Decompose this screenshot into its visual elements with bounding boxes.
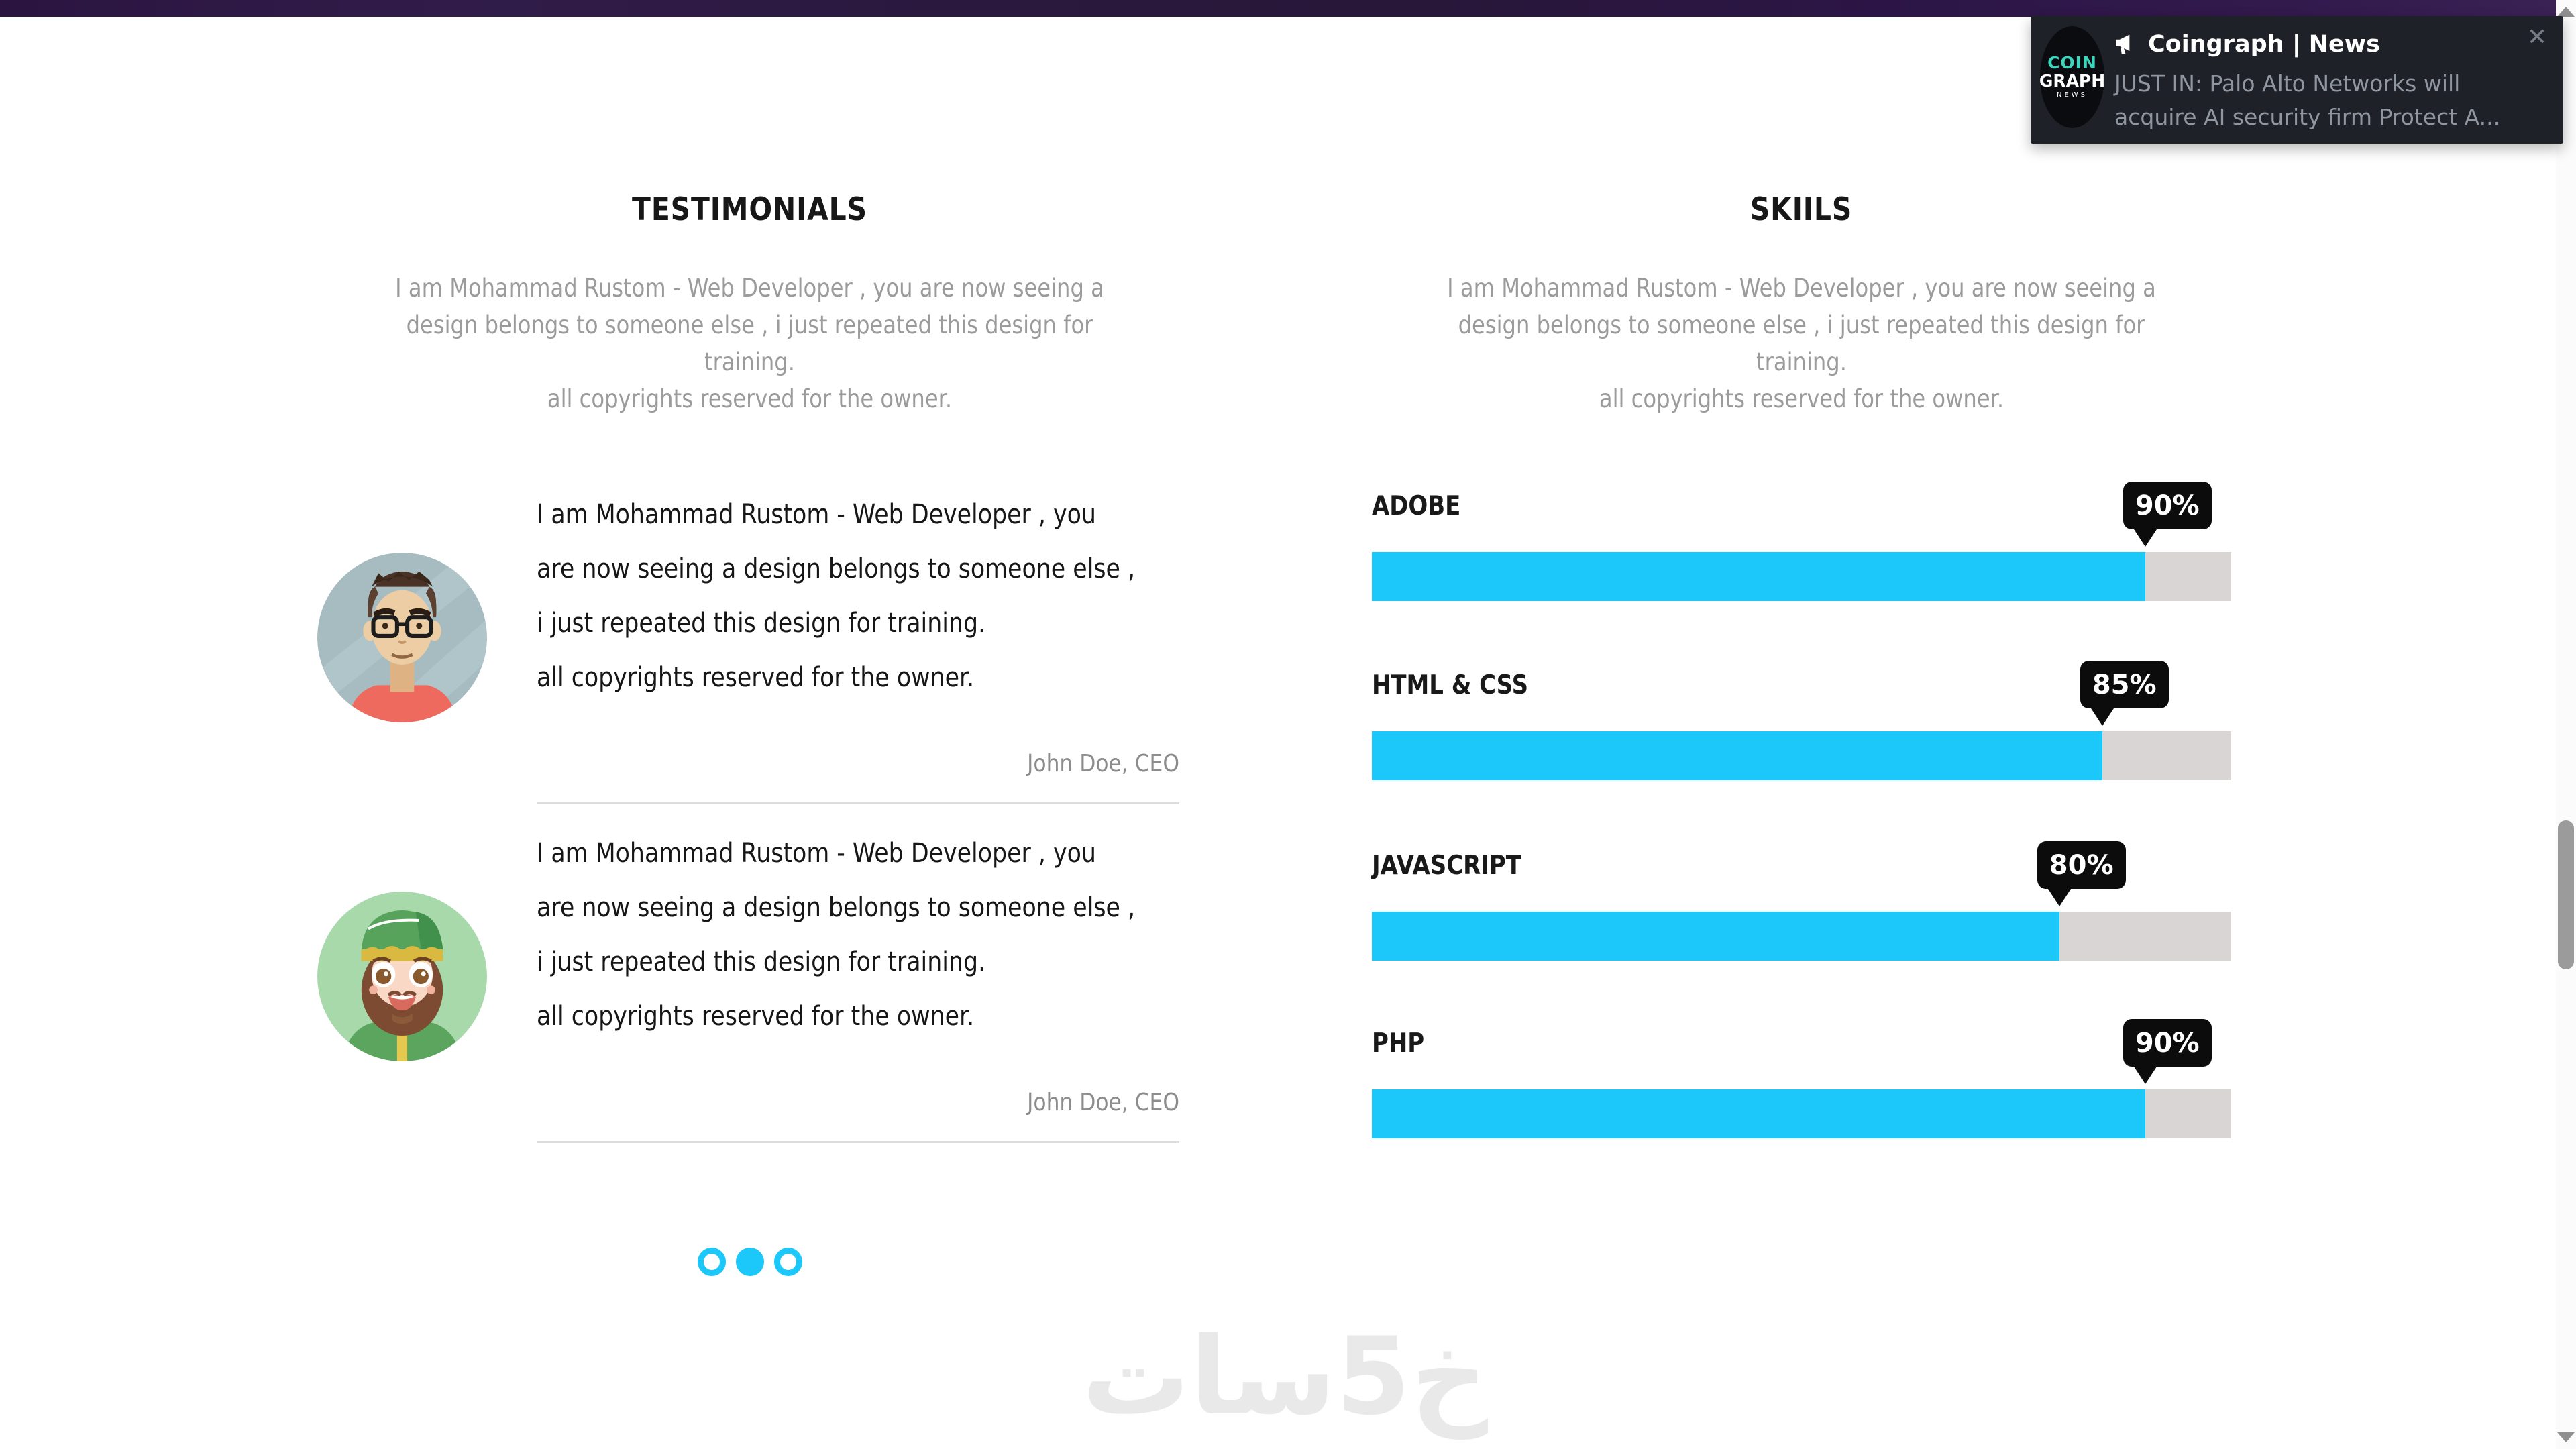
top-bar <box>0 0 2556 17</box>
scrollbar-up-arrow-icon[interactable] <box>2557 7 2575 17</box>
skill-progress-fill <box>1372 552 2145 601</box>
divider <box>537 1141 1179 1143</box>
coingraph-logo <box>2040 26 2104 128</box>
testimonial-quote: I am Mohammad Rustom - Web Developer , you are now seeing a design belongs to someone else , i just repeated this design for training. all copyrights reserved for the owner. <box>537 838 1136 1032</box>
notification-title: Coingraph | News <box>2148 31 2380 58</box>
skill-progress-fill <box>1372 912 2059 961</box>
carousel-dots <box>305 1248 1194 1276</box>
testimonials-intro: I am Mohammad Rustom - Web Developer , you are now seeing a design belongs to someone else , i just repeated this design for training. all copyrights reserved for the owner. <box>395 274 1104 413</box>
news-notification[interactable] <box>2031 16 2563 144</box>
skill-row-php <box>1372 1019 2231 1140</box>
skill-name: PHP <box>1372 1028 1425 1059</box>
carousel-dot-1[interactable] <box>698 1248 726 1276</box>
scrollbar-thumb[interactable] <box>2558 820 2574 969</box>
close-icon[interactable]: ✕ <box>2526 23 2547 51</box>
notification-content <box>2114 31 2523 134</box>
skill-progress-fill <box>1372 731 2102 780</box>
skills-heading: SKIILS <box>1750 191 1853 228</box>
skill-row-javascript <box>1372 841 2231 962</box>
skill-progress-bar <box>1372 1089 2231 1138</box>
testimonial-author: John Doe, CEO <box>1027 1089 1179 1116</box>
carousel-dot-2[interactable] <box>736 1248 764 1276</box>
logo-word-news: NEWS <box>2056 91 2088 99</box>
skill-percent-tooltip: 90% <box>2123 482 2212 529</box>
megaphone-icon <box>2114 34 2139 55</box>
man-glasses-avatar <box>317 553 487 722</box>
skill-progress-bar <box>1372 552 2231 601</box>
skill-name: ADOBE <box>1372 491 1461 521</box>
skill-percent-tooltip: 80% <box>2037 841 2126 889</box>
testimonial-quote: I am Mohammad Rustom - Web Developer , you are now seeing a design belongs to someone else , i just repeated this design for training. all copyrights reserved for the owner. <box>537 499 1136 693</box>
skill-row-adobe <box>1372 482 2231 602</box>
skill-progress-bar <box>1372 731 2231 780</box>
skill-progress-fill <box>1372 1089 2145 1138</box>
logo-word-coin: COIN <box>2047 52 2097 72</box>
scrollbar-down-arrow-icon[interactable] <box>2557 1432 2575 1442</box>
skill-name: JAVASCRIPT <box>1372 851 1521 881</box>
skill-row-html-css <box>1372 661 2231 782</box>
man-beard-green-cap-avatar <box>317 892 487 1061</box>
logo-word-graph: GRAPH <box>2039 70 2106 91</box>
skill-name: HTML & CSS <box>1372 670 1529 700</box>
carousel-dot-3[interactable] <box>774 1248 802 1276</box>
testimonial-author: John Doe, CEO <box>1027 750 1179 777</box>
khamsat-watermark: خ5سات <box>1082 1313 1488 1439</box>
scrollbar-track[interactable] <box>2556 0 2576 1449</box>
notification-body: JUST IN: Palo Alto Networks will acquire AI security firm Protect A... <box>2114 70 2501 130</box>
skill-progress-bar <box>1372 912 2231 961</box>
skills-intro: I am Mohammad Rustom - Web Developer , you are now seeing a design belongs to someone else , i just repeated this design for training. all copyrights reserved for the owner. <box>1447 274 2156 413</box>
testimonials-heading: TESTIMONIALS <box>632 191 867 228</box>
skill-percent-tooltip: 85% <box>2080 661 2169 708</box>
skill-percent-tooltip: 90% <box>2123 1019 2212 1067</box>
divider <box>537 802 1179 804</box>
